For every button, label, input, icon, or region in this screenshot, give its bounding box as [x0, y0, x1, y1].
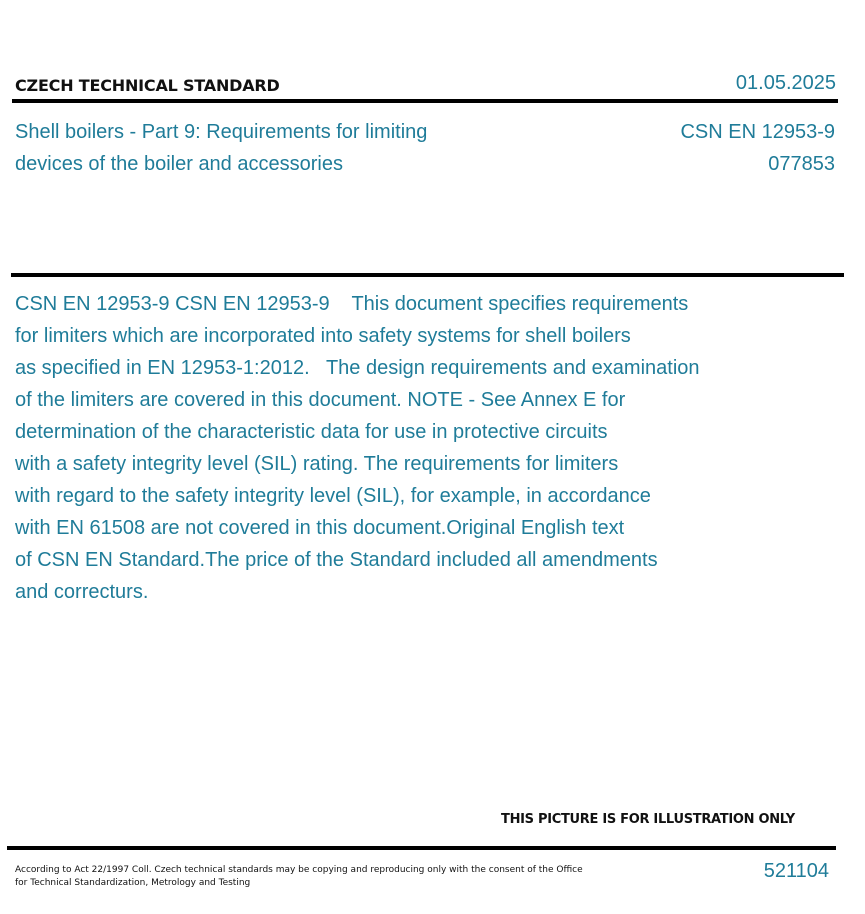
- description-line: with EN 61508 are not covered in this document.Original English text: [15, 517, 625, 539]
- standard-title-line: Shell boilers - Part 9: Requirements for limiting: [15, 121, 428, 143]
- footer-divider: [7, 846, 836, 850]
- description-line: with a safety integrity level (SIL) rating. The requirements for limiters: [15, 453, 619, 475]
- description-line: CSN EN 12953-9 CSN EN 12953-9 This document specifies requirements: [15, 293, 689, 315]
- description-line: with regard to the safety integrity level (SIL), for example, in accordance: [15, 485, 651, 507]
- standard-type-label: CZECH TECHNICAL STANDARD: [15, 76, 280, 95]
- standard-identifiers: [680, 116, 835, 180]
- catalog-number: 077853: [768, 153, 835, 175]
- legal-notice-line: for Technical Standardization, Metrology and Testing: [15, 878, 251, 888]
- legal-notice-line: According to Act 22/1997 Coll. Czech technical standards may be copying and reproducing only with the consent of the Office: [15, 865, 583, 875]
- section-divider: [11, 273, 844, 277]
- standard-title: [15, 116, 535, 180]
- legal-notice: [15, 864, 615, 890]
- description-line: of CSN EN Standard.The price of the Standard included all amendments: [15, 549, 658, 571]
- standard-title-line: devices of the boiler and accessories: [15, 153, 343, 175]
- description-line: for limiters which are incorporated into safety systems for shell boilers: [15, 325, 631, 347]
- description-line: and correcturs.: [15, 581, 149, 603]
- standard-description: [15, 288, 775, 608]
- description-line: of the limiters are covered in this document. NOTE - See Annex E for: [15, 389, 626, 411]
- publication-date: 01.05.2025: [735, 72, 836, 94]
- header-divider: [12, 99, 838, 103]
- description-line: determination of the characteristic data for use in protective circuits: [15, 421, 608, 443]
- document-number: 521104: [763, 860, 829, 882]
- illustration-note: THIS PICTURE IS FOR ILLUSTRATION ONLY: [501, 812, 795, 827]
- standard-code: CSN EN 12953-9: [680, 121, 835, 143]
- description-line: as specified in EN 12953-1:2012. The design requirements and examination: [15, 357, 700, 379]
